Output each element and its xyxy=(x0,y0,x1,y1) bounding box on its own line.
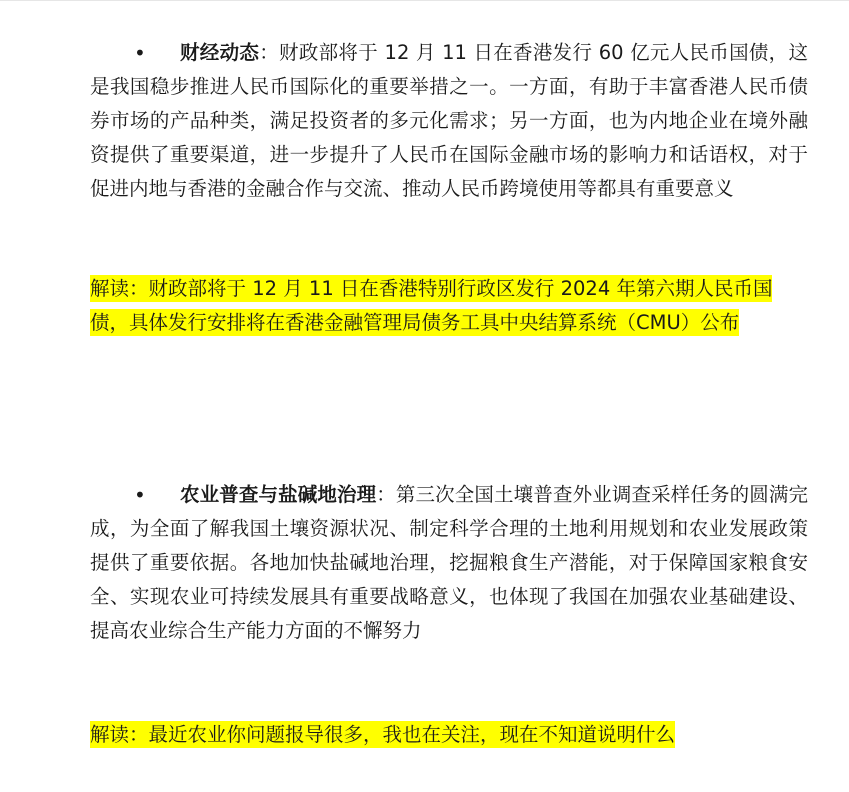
highlighted-note-text: 解读：最近农业你问题报导很多，我也在关注，现在不知道说明什么 xyxy=(90,723,676,746)
bullet-icon: • xyxy=(134,483,146,507)
paragraph-lead-title: 农业普查与盐碱地治理 xyxy=(180,483,377,506)
top-divider xyxy=(0,0,849,1)
bullet-paragraph-finance xyxy=(90,36,808,206)
paragraph-lead-title: 财经动态 xyxy=(180,41,260,64)
bullet-paragraph-agriculture xyxy=(90,478,808,648)
paragraph-body: 财政部将于 12 月 11 日在香港发行 60 亿元人民币国债，这是我国稳步推进人民币国际化的重要举措之一。一方面，有助于丰富香港人民币债券市场的产品种类，满足投资者的多元化需求；另一方面，也为内地企业在境外融资提供了重要渠道，进一步提升了人民币在国际金融市场的影响力和话语权，对于促进内地与香港的金融合作与交流、推动人民币跨境使用等都具有重要意义 xyxy=(90,41,808,200)
paragraph-lead-colon: ： xyxy=(376,483,396,506)
bullet-icon: • xyxy=(134,41,146,65)
highlighted-note-text: 解读：财政部将于 12 月 11 日在香港特别行政区发行 2024 年第六期人民币国债，具体发行安排将在香港金融管理局债务工具中央结算系统（CMU）公布 xyxy=(90,277,773,334)
paragraph-body: 第三次全国土壤普查外业调查采样任务的圆满完成，为全面了解我国土壤资源状况、制定科学合理的土地利用规划和农业发展政策提供了重要依据。各地加快盐碱地治理，挖掘粮食生产潜能，对于保障国家粮食安全、实现农业可持续发展具有重要战略意义，也体现了我国在加强农业基础建设、提高农业综合生产能力方面的不懈努力 xyxy=(90,483,808,642)
paragraph-lead-colon: ： xyxy=(259,41,280,64)
interpretation-note-finance xyxy=(90,272,808,340)
interpretation-note-agriculture xyxy=(90,718,808,752)
